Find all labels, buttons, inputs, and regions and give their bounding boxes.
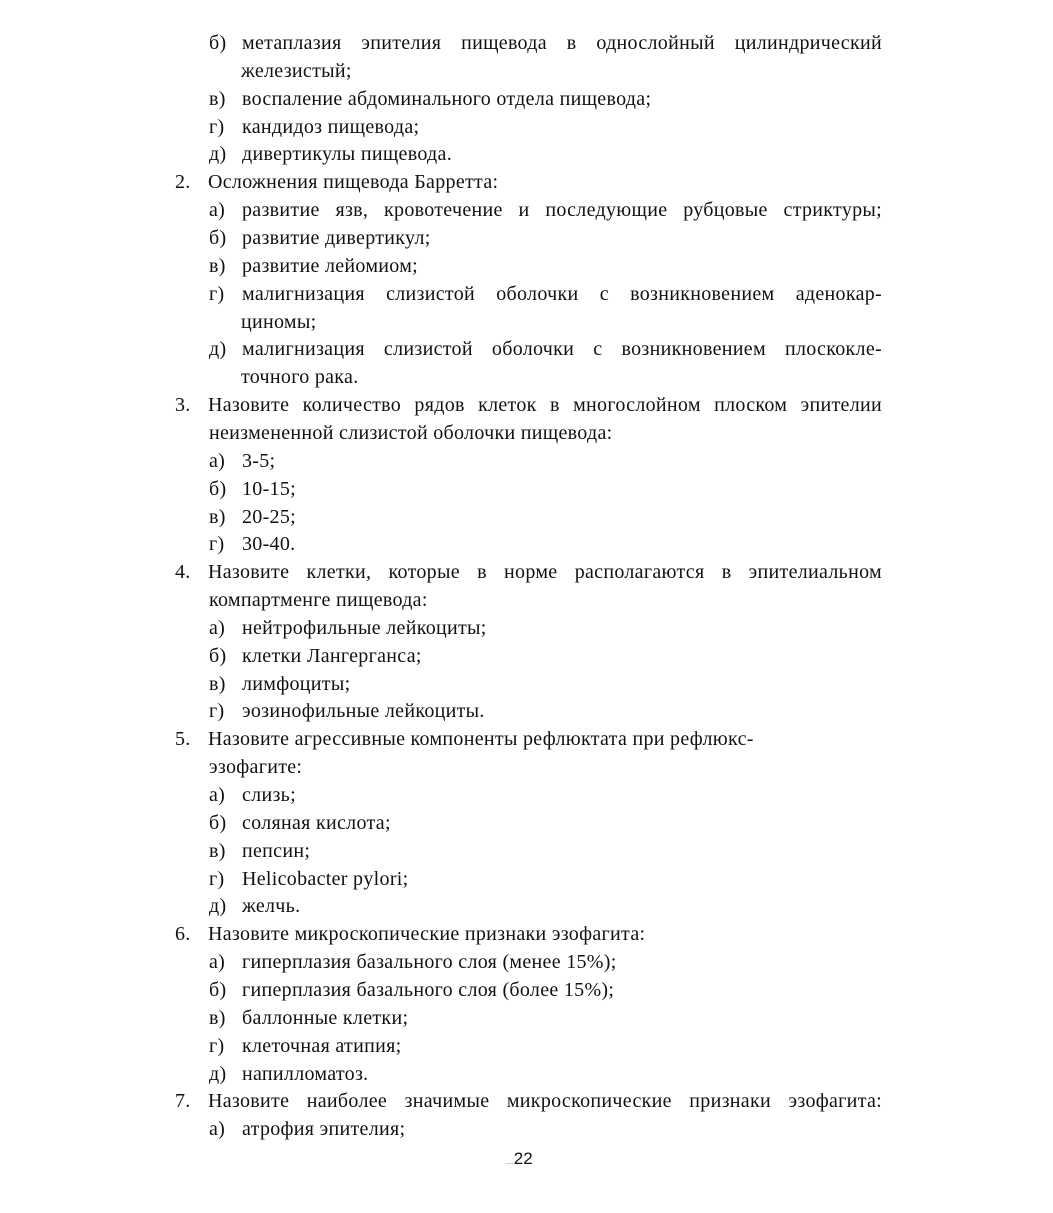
option-text: развитие язв, кровотечение и последующие рубцовые стриктуры; bbox=[242, 199, 883, 222]
continuation-line: компартменге пищевода: bbox=[209, 589, 428, 611]
question-number: 7. bbox=[175, 1090, 191, 1113]
option-marker: а) bbox=[209, 1118, 226, 1141]
option-text: Helicobacter pylori; bbox=[242, 867, 409, 890]
option-text: 30-40. bbox=[242, 533, 296, 556]
option-text: желчь. bbox=[242, 895, 301, 918]
continuation-line: неизмененной слизистой оболочки пищевода: bbox=[209, 421, 613, 444]
option-marker: г) bbox=[209, 115, 225, 138]
question-text: Осложнения пищевода Барретта: bbox=[208, 171, 499, 194]
question-number: 3. bbox=[175, 394, 191, 417]
question-number: 5. bbox=[175, 728, 191, 751]
option-text: пепсин; bbox=[242, 839, 311, 862]
option-marker: б) bbox=[209, 32, 227, 54]
question-text: Назовите агрессивные компоненты рефлюктата при рефлюкс- bbox=[208, 728, 754, 751]
option-text: развитие лейомиом; bbox=[242, 254, 419, 277]
option-text: клеточная атипия; bbox=[242, 1034, 402, 1057]
option-marker: б) bbox=[209, 477, 227, 500]
option-text: малигнизация слизистой оболочки с возникновением аденокар- bbox=[242, 282, 883, 305]
option-text: кандидоз пищевода; bbox=[242, 115, 420, 138]
option-text: дивертикулы пищевода. bbox=[242, 143, 453, 166]
option-marker: б) bbox=[209, 227, 227, 249]
option-text: атрофия эпителия; bbox=[242, 1118, 406, 1141]
option-text: напилломатоз. bbox=[242, 1062, 369, 1085]
option-marker: а) bbox=[209, 616, 226, 639]
question-number: 6. bbox=[175, 923, 191, 946]
option-marker: в) bbox=[209, 505, 226, 528]
option-text: воспаление абдоминального отдела пищевода; bbox=[242, 87, 652, 110]
continuation-line: железистый; bbox=[241, 59, 352, 82]
option-marker: в) bbox=[209, 254, 226, 277]
option-text: 10-15; bbox=[242, 477, 297, 500]
option-marker: д) bbox=[209, 338, 227, 361]
option-text: эозинофильные лейкоциты. bbox=[242, 700, 485, 723]
option-text: слизь; bbox=[242, 784, 296, 806]
page-footer bbox=[506, 1148, 533, 1174]
option-marker: а) bbox=[209, 784, 226, 806]
option-marker: г) bbox=[209, 1034, 225, 1057]
option-text: соляная кислота; bbox=[242, 811, 391, 834]
option-marker: а) bbox=[209, 199, 226, 222]
option-text: гиперплазия базального слоя (менее 15%); bbox=[242, 951, 617, 974]
option-marker: б) bbox=[209, 978, 227, 1001]
option-marker: г) bbox=[209, 282, 225, 305]
option-marker: г) bbox=[209, 867, 225, 890]
option-text: клетки Лангерганса; bbox=[242, 644, 422, 667]
question-text: Назовите микроскопические признаки эзофагита: bbox=[208, 923, 646, 946]
continuation-line: циномы; bbox=[241, 310, 317, 333]
option-marker: б) bbox=[209, 644, 227, 667]
footer-dots: .... bbox=[506, 1159, 514, 1166]
option-marker: в) bbox=[209, 839, 226, 862]
option-text: баллонные клетки; bbox=[242, 1006, 409, 1029]
option-marker: г) bbox=[209, 533, 225, 556]
question-number: 2. bbox=[175, 171, 191, 194]
question-text: Назовите клетки, которые в норме располагаются в эпителиальном bbox=[208, 561, 882, 584]
option-text: 20-25; bbox=[242, 505, 297, 528]
option-text: нейтрофильные лейкоциты; bbox=[242, 616, 487, 639]
option-marker: б) bbox=[209, 811, 227, 834]
option-marker: в) bbox=[209, 672, 226, 695]
option-marker: в) bbox=[209, 87, 226, 110]
option-marker: д) bbox=[209, 143, 227, 166]
option-marker: а) bbox=[209, 449, 226, 472]
option-marker: а) bbox=[209, 951, 226, 974]
option-marker: в) bbox=[209, 1006, 226, 1029]
question-text: Назовите количество рядов клеток в многослойном плоском эпителии bbox=[208, 394, 882, 417]
question-number: 4. bbox=[175, 561, 191, 584]
option-text: 3-5; bbox=[242, 449, 276, 472]
option-text: развитие дивертикул; bbox=[242, 227, 431, 249]
option-marker: г) bbox=[209, 700, 225, 723]
option-text: лимфоциты; bbox=[242, 672, 351, 695]
continuation-line: эзофагите: bbox=[209, 756, 303, 779]
option-text: гиперплазия базального слоя (более 15%); bbox=[242, 978, 615, 1001]
option-marker: д) bbox=[209, 1062, 227, 1085]
option-marker: д) bbox=[209, 895, 227, 918]
continuation-line: точного рака. bbox=[241, 366, 359, 389]
page-number: 22 bbox=[513, 1149, 533, 1168]
option-text: метаплазия эпителия пищевода в однослойный цилиндрический bbox=[242, 32, 883, 54]
option-text: малигнизация слизистой оболочки с возникновением плоскокле- bbox=[242, 338, 882, 361]
question-text: Назовите наиболее значимые микроскопические признаки эзофагита: bbox=[208, 1090, 883, 1113]
